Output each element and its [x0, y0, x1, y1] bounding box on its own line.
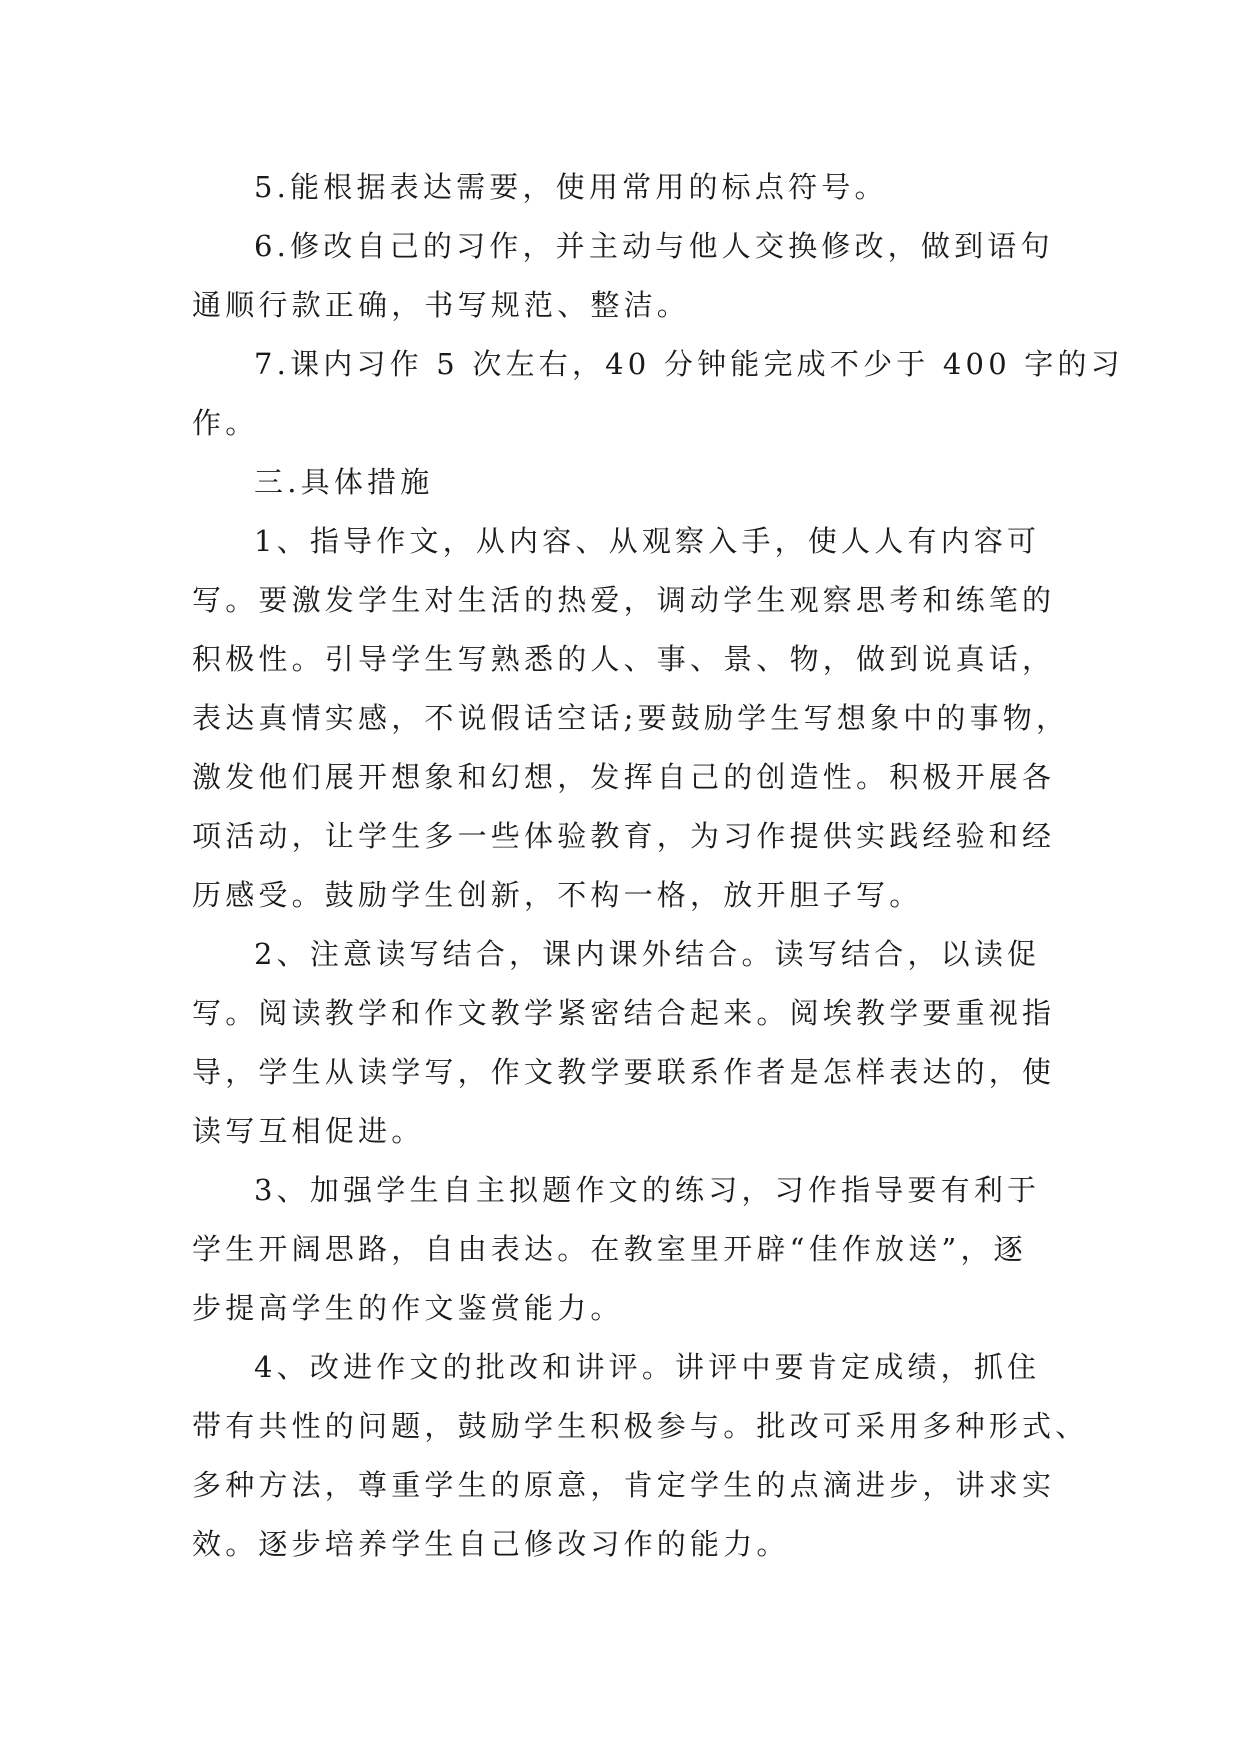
text-line: 7.课内习作 5 次左右，40 分钟能完成不少于 400 字的习	[254, 347, 1124, 381]
text-line: 历感受。鼓励学生创新，不构一格，放开胆子写。	[192, 878, 923, 912]
section-heading: 三.具体措施	[254, 465, 434, 499]
text-line: 作。	[192, 406, 259, 440]
text-line: 激发他们展开想象和幻想，发挥自己的创造性。积极开展各	[192, 760, 1056, 794]
text-line: 写。阅读教学和作文教学紧密结合起来。阅埃教学要重视指	[192, 996, 1056, 1030]
text-line: 2、注意读写结合，课内课外结合。读写结合，以读促	[254, 937, 1041, 971]
text-line: 带有共性的问题，鼓励学生积极参与。批改可采用多种形式、	[192, 1409, 1089, 1443]
text-line: 效。逐步培养学生自己修改习作的能力。	[192, 1527, 790, 1561]
text-line: 写。要激发学生对生活的热爱，调动学生观察思考和练笔的	[192, 583, 1056, 617]
document-body	[192, 158, 1124, 1574]
text-line: 学生开阔思路，自由表达。在教室里开辟“佳作放送”，逐	[192, 1232, 1027, 1266]
text-line: 6.修改自己的习作，并主动与他人交换修改，做到语句	[254, 229, 1054, 263]
text-line: 3、加强学生自主拟题作文的练习，习作指导要有利于	[254, 1173, 1041, 1207]
text-line: 4、改进作文的批改和讲评。讲评中要肯定成绩，抓住	[254, 1350, 1041, 1384]
text-line: 5.能根据表达需要，使用常用的标点符号。	[254, 170, 888, 204]
text-line: 1、指导作文，从内容、从观察入手，使人人有内容可	[254, 524, 1041, 558]
text-line: 通顺行款正确，书写规范、整洁。	[192, 288, 691, 322]
text-line: 导，学生从读学写，作文教学要联系作者是怎样表达的，使	[192, 1055, 1056, 1089]
text-line: 读写互相促进。	[192, 1114, 425, 1148]
text-line: 积极性。引导学生写熟悉的人、事、景、物，做到说真话，	[192, 642, 1056, 676]
text-line: 表达真情实感，不说假话空话;要鼓励学生写想象中的事物，	[192, 701, 1070, 735]
text-line: 多种方法，尊重学生的原意，肯定学生的点滴进步，讲求实	[192, 1468, 1056, 1502]
text-line: 步提高学生的作文鉴赏能力。	[192, 1291, 624, 1325]
text-line: 项活动，让学生多一些体验教育，为习作提供实践经验和经	[192, 819, 1056, 853]
